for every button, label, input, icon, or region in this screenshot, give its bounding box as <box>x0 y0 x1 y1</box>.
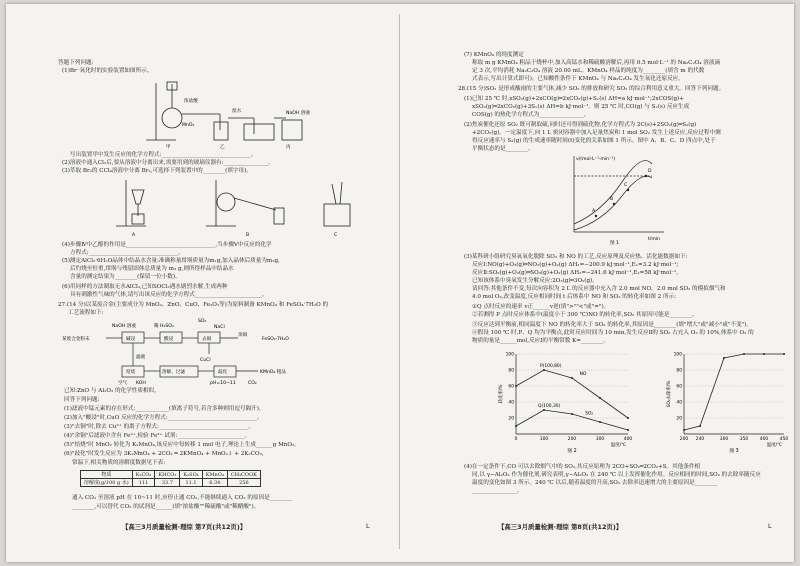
text-line: (4)步骤Ⅳ中乙醇的作用是________________________________,当步骤Ⅴ中反应的化学 <box>62 242 272 248</box>
y-tick-label: 20 <box>508 416 514 422</box>
text-line: (1)已知 25 ℃ 时,xSO₂(g)+2xCO(g)═2xCO₂(g)+Sₓ(s) ΔH=a kJ·mol⁻¹;2xCOS(g)+ <box>464 96 684 102</box>
y-tick-label: 60 <box>676 384 682 390</box>
point-d-label: D <box>648 169 652 174</box>
y-tick-label: 100 <box>673 352 682 358</box>
label-br: 溴水 <box>232 109 242 114</box>
text-line: 工艺流程如下: <box>68 310 104 316</box>
text-line: 通入 CO₂ 至溶液 pH 在 10~11 时,应停止通 CO₂,不能继续通入 CO₂ 的原因是________ <box>72 495 293 501</box>
flow-step2: 酸浸 <box>164 337 174 342</box>
flow-ph: pH=10~11 <box>210 381 236 386</box>
point-a-label: A <box>592 209 596 214</box>
text-line: (4)"余铜"后滤液中含有 Fe²⁺,检验 Fe³⁺ 试剂:________________________。 <box>64 433 251 439</box>
point-a <box>595 215 597 217</box>
text-line: (1)Br⁻氧化时的实验装置如图所示。 <box>62 68 153 74</box>
x-tick-label: 200 <box>679 437 689 442</box>
choice-b: B <box>246 233 250 238</box>
data-point <box>543 369 545 371</box>
data-point <box>515 425 517 427</box>
point-b <box>613 203 615 205</box>
left-page <box>6 4 398 562</box>
page-mark: L <box>366 522 370 530</box>
data-point <box>599 421 601 423</box>
text-line: (1)滤液中锰元素的存在形式:____________(填离子符号,若含多种则用逗号隔开)。 <box>64 406 265 412</box>
figure-3-chart <box>666 348 790 458</box>
table-header: CH₃COOK <box>227 471 260 479</box>
table-cell: 6.34 <box>202 479 227 487</box>
text-line: 具有刺激性气味的气体,请写出该反应的化学方程式________________________。 <box>70 292 268 298</box>
data-point <box>783 353 785 355</box>
process-flow-figure <box>62 318 362 386</box>
flow-filtrate: 滤液 <box>136 355 146 360</box>
chlorine-apparatus-figure <box>136 78 336 150</box>
choice-apparatus-figure <box>106 176 366 240</box>
data-point <box>571 377 573 379</box>
figure-1 <box>552 152 672 246</box>
data-point <box>683 429 685 431</box>
data-point <box>543 409 545 411</box>
y-axis-label: 转化率/% <box>499 384 504 404</box>
table-cell: 溶解度(g/100 g 水) <box>81 479 133 487</box>
chart-title: 图 3 <box>729 449 739 454</box>
solubility-table <box>80 470 261 487</box>
text-line: ④假设 100 ℃ 时,P、Q 均为平衡点,此时反应时间为 10 min,发生反应Ⅱ的 SO₂ 占充入 O₃ 的 10%,体系中 O₃ 的 <box>472 330 754 336</box>
text-line: ________________。 <box>472 488 523 494</box>
x-axis-label: 温度/℃ <box>766 443 782 448</box>
y-tick-label: 20 <box>676 416 682 422</box>
x-tick-label: 350 <box>739 437 749 442</box>
table-cell: 256 <box>227 479 260 487</box>
text-line: (2)焦炭催化还原 SO₂ 既可制取硫,同时还可得到硫化物,化学方程式为 2C(s)+2SO₂(g)═S₂(g) <box>464 122 697 128</box>
text-line: 请回答:其他条件不变,每次向容积为 2 L 的反应器中充入含 2.0 mol NO、2.0 mol SO₂ 的模拟烟气和 <box>472 286 726 292</box>
table-header: K₂SO₄ <box>180 471 202 479</box>
text-line: (6)"歧化"时发生反应为 3K₂MnO₄ + 2CO₂ ═ 2KMnO₄ + MnO₂↓ + 2K₂CO₃, <box>64 451 264 457</box>
flow-acid: 稀 H₂SO₄ <box>154 324 174 329</box>
text-line: (3)某科研小组研究臭氧氧化脱除 SO₂ 和 NO 的工艺,反应原理及反应热、活化能数据如下: <box>464 254 688 260</box>
text-line: ①Q 点时反应的速率 v正______v逆(填">""<"或"=")。 <box>472 304 610 310</box>
text-line: 同,以 γ−Al₂O₃ 作为催化剂,研究表明,γ−Al₂O₃ 在 240 ℃ 以上发挥催化作用。反应相同的时间,SO₂ 的去除率随反应 <box>472 472 761 478</box>
text-line: 平衡状态的是________。 <box>472 146 534 152</box>
data-point <box>627 429 629 431</box>
x-tick-label: 200 <box>567 437 577 442</box>
text-line: (5)测定AlCl₃·6H₂O晶体中结晶水含量:准确称量坩埚质量为m₁g,加入晶体后质量为m₂g, <box>62 258 280 264</box>
series-label: P(100,80) <box>540 364 562 369</box>
page-footer: 【高三3月质量检测·理综 第8页(共12页)】 <box>498 523 623 531</box>
choice-a: A <box>132 233 136 238</box>
text-line: (4)在一定条件下,CO 可以去除烟气中的 SO₂,其反应原理为 2CO+SO₂═2CO₂+S。其他条件相 <box>464 464 701 470</box>
x-tick-label: 240 <box>695 437 705 442</box>
label-bing: 丙 <box>286 145 291 150</box>
text-line: ②若测得 P 点时反应体系中(温度小于 300 ℃)NO 的转化率,SO₂ 其原因可能是________。 <box>472 312 698 318</box>
figure-2-chart <box>498 348 638 458</box>
series-label: NO <box>579 372 587 377</box>
choice-c: C <box>334 233 338 238</box>
text-line: (7) KMnO₄ 的纯度测定 <box>464 52 524 58</box>
x-tick-label: 100 <box>539 437 549 442</box>
table-header: 物质 <box>81 471 133 479</box>
flow-step5: 焙烧 <box>126 370 136 375</box>
text-line: ________,可以替代 CO₂ 的试剂是______(填"浓盐酸""稀硫酸"或"稀醋酸")。 <box>72 504 260 510</box>
point-b-label: B <box>610 197 614 202</box>
x-tick-label: 400 <box>759 437 769 442</box>
x-axis-label: 温度/℃ <box>610 443 626 448</box>
fig1-ylabel: v/(mol·L⁻¹·min⁻¹) <box>576 157 616 162</box>
text-line: 已知该体系中臭氧发生分解反应:2O₃(g)═3O₂(g)。 <box>472 278 598 284</box>
flow-step4: 余铜 <box>238 333 248 338</box>
table-row <box>81 479 261 487</box>
label-water: 浓盐酸 <box>184 99 198 104</box>
flow-feed: 某废合金粉末 <box>62 337 90 342</box>
data-point <box>723 357 725 359</box>
y-tick-label: 100 <box>505 352 514 358</box>
label-mno2: MnO₂ <box>182 123 195 128</box>
text-line: 常温下,相关物质的溶解度数据见下表: <box>72 460 166 466</box>
text-line: 反应Ⅱ:SO₂(g)+O₃(g)═SO₃(g)+O₂(g) ΔH₂=−241.6 kJ·mol⁻¹,E₂=58 kJ·mol⁻¹。 <box>472 270 682 276</box>
flow-cucl: CuCl <box>200 358 211 363</box>
x-tick-label: 0 <box>514 437 518 442</box>
text-line: 答题下列问题: <box>58 60 94 66</box>
x-tick-label: 300 <box>719 437 729 442</box>
y-tick-label: 60 <box>508 384 514 390</box>
text-line: 后灼烧至恒重,坩埚与残留固体总质量为 m₃ g,则所得样品中结晶水 <box>70 266 234 272</box>
x-tick-label: 300 <box>595 437 605 442</box>
point-c-label: C <box>624 183 628 188</box>
series-label: SO₂ <box>585 411 594 417</box>
text-line: 写出装置甲中发生反应的化学方程式:________________________________。 <box>70 152 257 158</box>
x-tick-label: 400 <box>623 437 633 442</box>
data-point <box>743 353 745 355</box>
text-line: 已知:ZnO 与 Al₂O₃ 的化学性质相似。 <box>64 388 160 394</box>
page-footer: 【高三3月质量检测·理综 第7页(共12页)】 <box>122 523 247 531</box>
y-tick-label: 80 <box>508 368 514 374</box>
text-line: 含量的测定结果为________(保留一位小数)。 <box>70 274 181 280</box>
text-line: (3)萃取 Br₂的 CCl₄溶液中分离 Br₂,可选择下列装置中的________(填字母)。 <box>62 168 252 174</box>
data-point <box>571 413 573 415</box>
text-line: 28.(15 分)SO₂ 是形成酸雨的主要气体,减少 SO₂ 的排放和研究 SO₂ 的综合利用意义重大。回答下列问题。 <box>458 86 725 92</box>
point-d <box>645 175 647 177</box>
text-line: xSO₂(g)═2xCO₂(g)+3Sₓ(s) ΔH=b kJ·mol⁻¹。则 25 ℃ 时,CO(g) 与 Sₓ(s) 反应生成 <box>472 104 690 110</box>
text-line: 27.(14 分)以某废合金(主要成分为 MnO₂、ZnO、CuO、Fe₂O₃等)为原料制备 KMnO₄ 和 FeSO₄·7H₂O 的 <box>58 302 329 308</box>
text-line: 反应Ⅰ:NO(g)+O₃(g)═NO₂(g)+O₂(g) ΔH₁=−200.9 kJ·mol⁻¹,E₁=3.2 kJ·mol⁻¹; <box>472 262 679 268</box>
table-row <box>81 471 261 479</box>
page-divider <box>399 14 400 549</box>
text-line: 温度的变化如图 3 所示。240 ℃ 以后,随着温度的升高,SO₂ 去除率迅速增大的主要原因是________ <box>472 480 717 486</box>
exam-sheet <box>6 4 794 562</box>
table-header: KMnO₄ <box>202 471 227 479</box>
flow-nacl: NaCl <box>214 325 225 330</box>
fig1-xlabel: t/min <box>648 237 661 242</box>
flow-koh: KOH <box>136 381 146 386</box>
y-tick-label: 40 <box>508 400 514 406</box>
data-point <box>627 417 629 419</box>
data-point <box>599 397 601 399</box>
flow-product: KMnO₄ 粗品 <box>260 370 286 375</box>
point-c <box>627 189 629 191</box>
text-line: 得反应速率与 S₂(g) 的生成速率随时间(t)变化的关系如图 1 所示。图中 A、B、C、D 四点中,处于 <box>472 138 716 144</box>
table-cell: 111 <box>132 479 155 487</box>
text-line: 4.0 mol O₃,改变温度,反应相同时间 t 后体系中 NO 和 SO₂ 的转化率如图 2 所示: <box>472 294 677 300</box>
fig1-title: 图 1 <box>610 241 619 246</box>
flow-step6: 溶解、过滤 <box>162 370 185 375</box>
label-naoh: NaOH 溶液 <box>286 111 310 116</box>
text-line: ③反应达到平衡前,相同温度下 NO 的转化率大于 SO₂ 的转化率,其原因是________(填"增大"或"减小"或"不变")。 <box>472 322 752 328</box>
y-tick-label: 40 <box>676 400 682 406</box>
series-label: Q(100,30) <box>538 404 561 409</box>
series-line <box>684 354 784 430</box>
text-line: COS(g) 的热化学方程式为________________。 <box>472 112 590 118</box>
chart-title: 图 2 <box>567 449 577 454</box>
text-line: +2CO₂(g)。一定温度下,向 1 L 密闭容器中加入足量焦炭和 1 mol SO₂ 发生上述反应,反应过程中测 <box>472 130 721 136</box>
data-point <box>763 353 765 355</box>
flow-air: 空气 <box>118 381 128 386</box>
table-header: KHCO₃ <box>155 471 180 479</box>
flow-step7: 歧化 <box>218 370 228 375</box>
table-cell: 33.7 <box>155 479 180 487</box>
text-line: (2)溶液中通入Cl₂后,要从溶液中分离出来,需要用到的玻璃仪器有:________________。 <box>62 160 274 166</box>
text-line: (5)"焙烧"时 MnO₂ 转化为 K₂MnO₄,该反应中每转移 1 mol 电子,理论上生成______g MnO₂。 <box>64 442 300 448</box>
flow-feso4: FeSO₄·7H₂O <box>262 337 289 342</box>
y-axis-label: SO₂去除率/% <box>667 380 672 408</box>
x-tick-label: 450 <box>779 437 789 442</box>
table-header: K₂CO₃ <box>132 471 155 479</box>
text-line: 称取 m g KMnO₄ 粗品于烧杯中,加入高锰水和稀硫酸溶解后,再用 0.5 mol·L⁻¹ 的 Na₂C₂O₄ 溶液滴 <box>472 60 721 66</box>
text-line: 定 3 次,平均消耗 Na₂C₂O₄ 溶液 20.00 mL。KMnO₄ 样品的纯度为________(填含 m 的代数 <box>472 68 705 74</box>
y-tick-label: 80 <box>676 368 682 374</box>
text-line: 式表示,写出计算式即可)。已知酸性条件下 KMnO₄ 与 Na₂C₂O₄ 发生氧化还原反应。 <box>472 76 684 82</box>
flow-step3: 去铜 <box>202 337 212 342</box>
flow-co2: CO₂ <box>248 381 257 386</box>
data-point <box>515 385 517 387</box>
label-yi: 乙 <box>220 145 225 150</box>
table-cell: 11.1 <box>180 479 202 487</box>
page-mark: L <box>768 522 772 530</box>
right-page <box>402 4 794 562</box>
text-line: (3)"去铜"时,除去 Cu²⁺ 的离子方程式:________________________________。 <box>64 424 254 430</box>
text-line: 回答下列问题: <box>64 397 100 403</box>
flow-step1: 碱浸 <box>126 337 136 342</box>
label-jia: 甲 <box>166 145 171 150</box>
text-line: 物质的量是______mol,反应Ⅰ的平衡常数 K=________。 <box>472 338 609 344</box>
text-line: 方程式:________________________________。 <box>70 250 184 256</box>
flow-naoh: NaOH 溶液 <box>112 324 136 329</box>
flow-so2: SO₂ <box>198 319 207 324</box>
data-point <box>699 425 701 427</box>
text-line: (2)加入"酸浸"时,CuO 反应的化学方程式:________________________________。 <box>64 415 263 421</box>
text-line: (6)用同样的方法制取无水AlCl₃,已知SOCl₂遇水剧烈水解,生成两种 <box>62 284 228 290</box>
